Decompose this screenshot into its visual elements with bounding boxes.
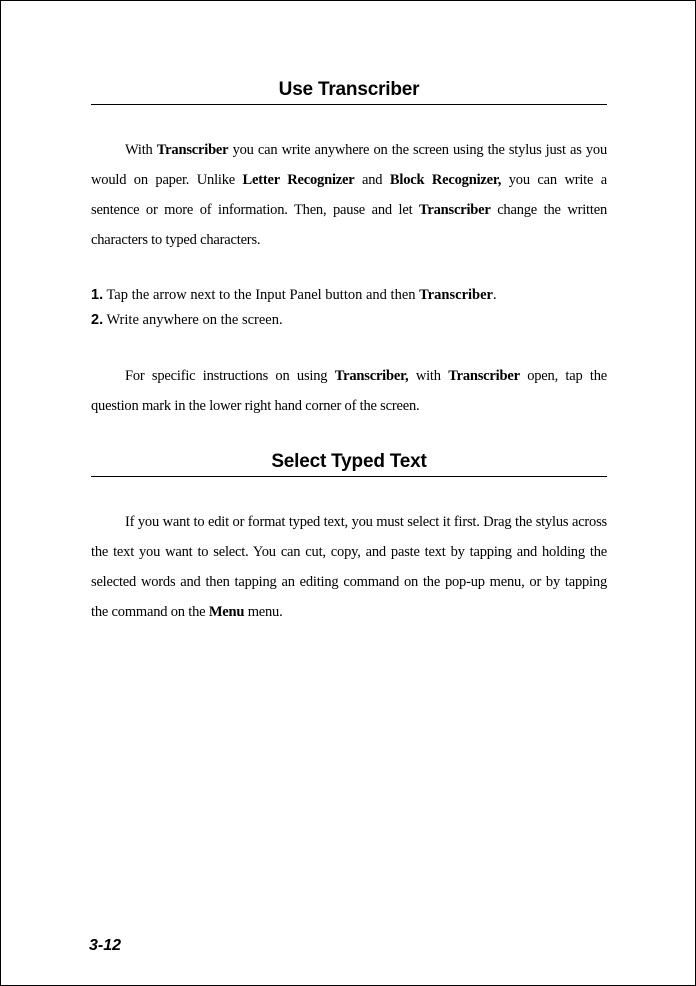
text-run: Write anywhere on the screen. [103, 312, 283, 328]
step-number: 2. [91, 312, 104, 328]
bold-term: Block Recognizer, [389, 172, 502, 188]
page-content [91, 79, 607, 627]
text-run: change the written characters to typed characters. [91, 202, 607, 248]
text-run: Tap the arrow next to the Input Panel button and then [103, 287, 420, 303]
section-heading-select-typed-text: Select Typed Text [91, 451, 607, 477]
bold-term: Transcriber [418, 202, 491, 218]
text-run: If you want to edit or format typed text, you must select it first. Drag the stylus across the text you want to select. You can cut, copy, and paste text by tapping and holding the selected words and then tapping an editing command on the pop-up menu, or by tapping the command on the [91, 514, 607, 620]
text-run: menu. [244, 604, 283, 620]
steps-list [91, 283, 607, 333]
text-run: you can write a sentence or more of information. Then, pause and let [91, 172, 608, 218]
text-run: For specific instructions on using [125, 368, 335, 384]
bold-term: Letter Recognizer [242, 172, 355, 188]
paragraph-transcriber-help [91, 361, 607, 421]
text-run: . [492, 287, 497, 303]
text-run: With [125, 142, 157, 158]
bold-term: Transcriber [419, 287, 493, 303]
text-run: open, tap the question mark in the lower right hand corner of the screen. [91, 368, 607, 414]
paragraph-select-typed-text [91, 507, 607, 627]
bold-term: Menu [208, 604, 245, 620]
text-run: you can write anywhere on the screen using the stylus just as you would on paper. Unlike [91, 142, 607, 188]
page-number: 3-12 [89, 937, 122, 954]
paragraph-transcriber-intro [91, 135, 607, 255]
bold-term: Transcriber [448, 368, 520, 384]
section-heading-use-transcriber: Use Transcriber [91, 79, 607, 105]
bold-term: Transcriber, [334, 368, 409, 384]
step-item [91, 283, 607, 308]
bold-term: Transcriber [156, 142, 229, 158]
text-run: with [408, 368, 449, 384]
text-run: and [354, 172, 390, 188]
step-item [91, 308, 607, 333]
step-number: 1. [91, 287, 104, 303]
